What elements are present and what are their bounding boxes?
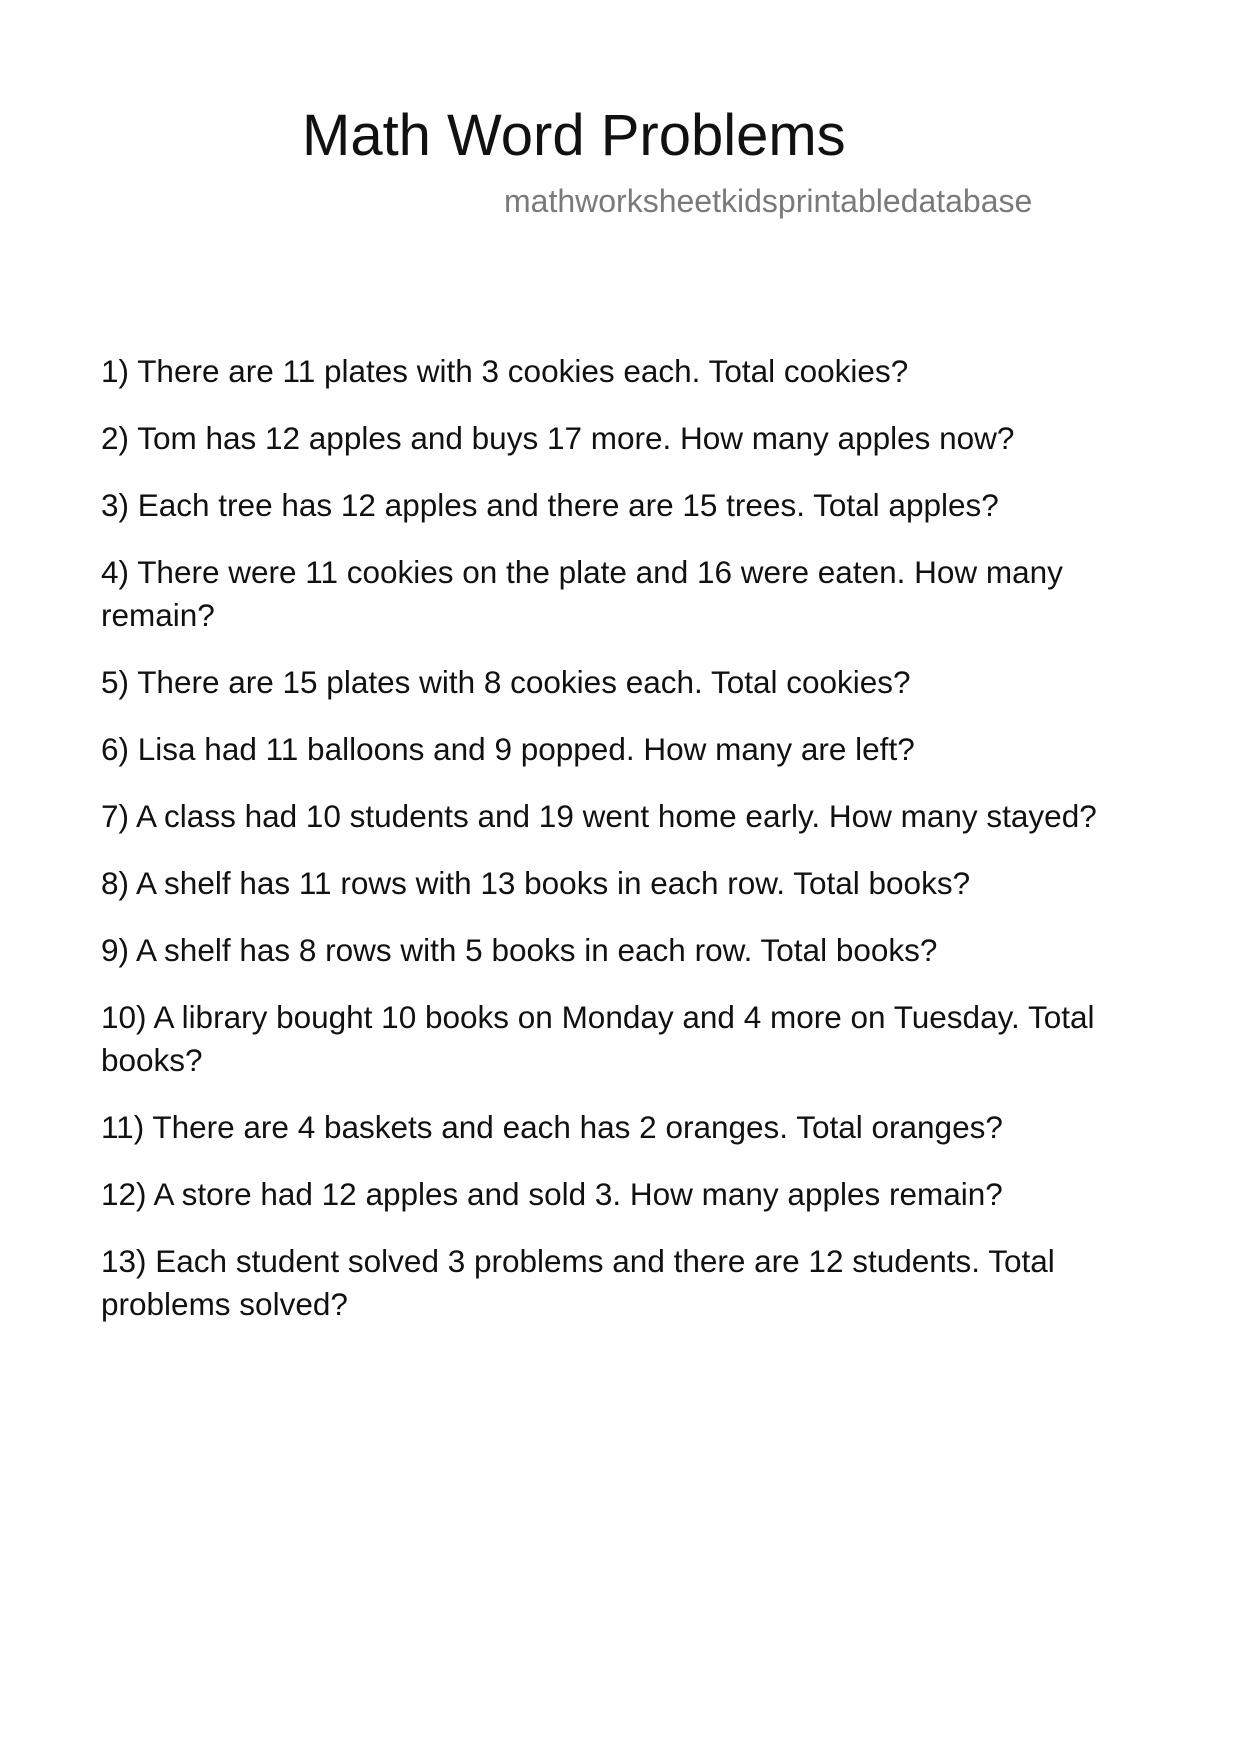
problem-item: 10) A library bought 10 books on Monday and 4 more on Tuesday. Total books? — [101, 999, 1095, 1078]
problem-item: 6) Lisa had 11 balloons and 9 popped. How many are left? — [101, 731, 915, 767]
problem-item: 5) There are 15 plates with 8 cookies each. Total cookies? — [101, 664, 911, 700]
problem-item: 13) Each student solved 3 problems and there are 12 students. Total problems solved? — [101, 1243, 1055, 1322]
problem-item: 9) A shelf has 8 rows with 5 books in each row. Total books? — [101, 932, 938, 968]
problem-item: 2) Tom has 12 apples and buys 17 more. How many apples now? — [101, 420, 1015, 456]
problem-item: 8) A shelf has 11 rows with 13 books in each row. Total books? — [101, 865, 971, 901]
problem-item: 7) A class had 10 students and 19 went home early. How many stayed? — [101, 798, 1097, 834]
problem-list — [101, 350, 1151, 1350]
problem-item: 1) There are 11 plates with 3 cookies each. Total cookies? — [101, 353, 909, 389]
problem-item: 4) There were 11 cookies on the plate and 16 were eaten. How many remain? — [101, 554, 1063, 633]
problem-item: 11) There are 4 baskets and each has 2 oranges. Total oranges? — [101, 1109, 1003, 1145]
problem-item: 12) A store had 12 apples and sold 3. How many apples remain? — [101, 1176, 1003, 1212]
page-title: Math Word Problems — [302, 103, 846, 168]
problem-item: 3) Each tree has 12 apples and there are 15 trees. Total apples? — [101, 487, 999, 523]
source-label: mathworksheetkidsprintabledatabase — [504, 183, 1033, 219]
